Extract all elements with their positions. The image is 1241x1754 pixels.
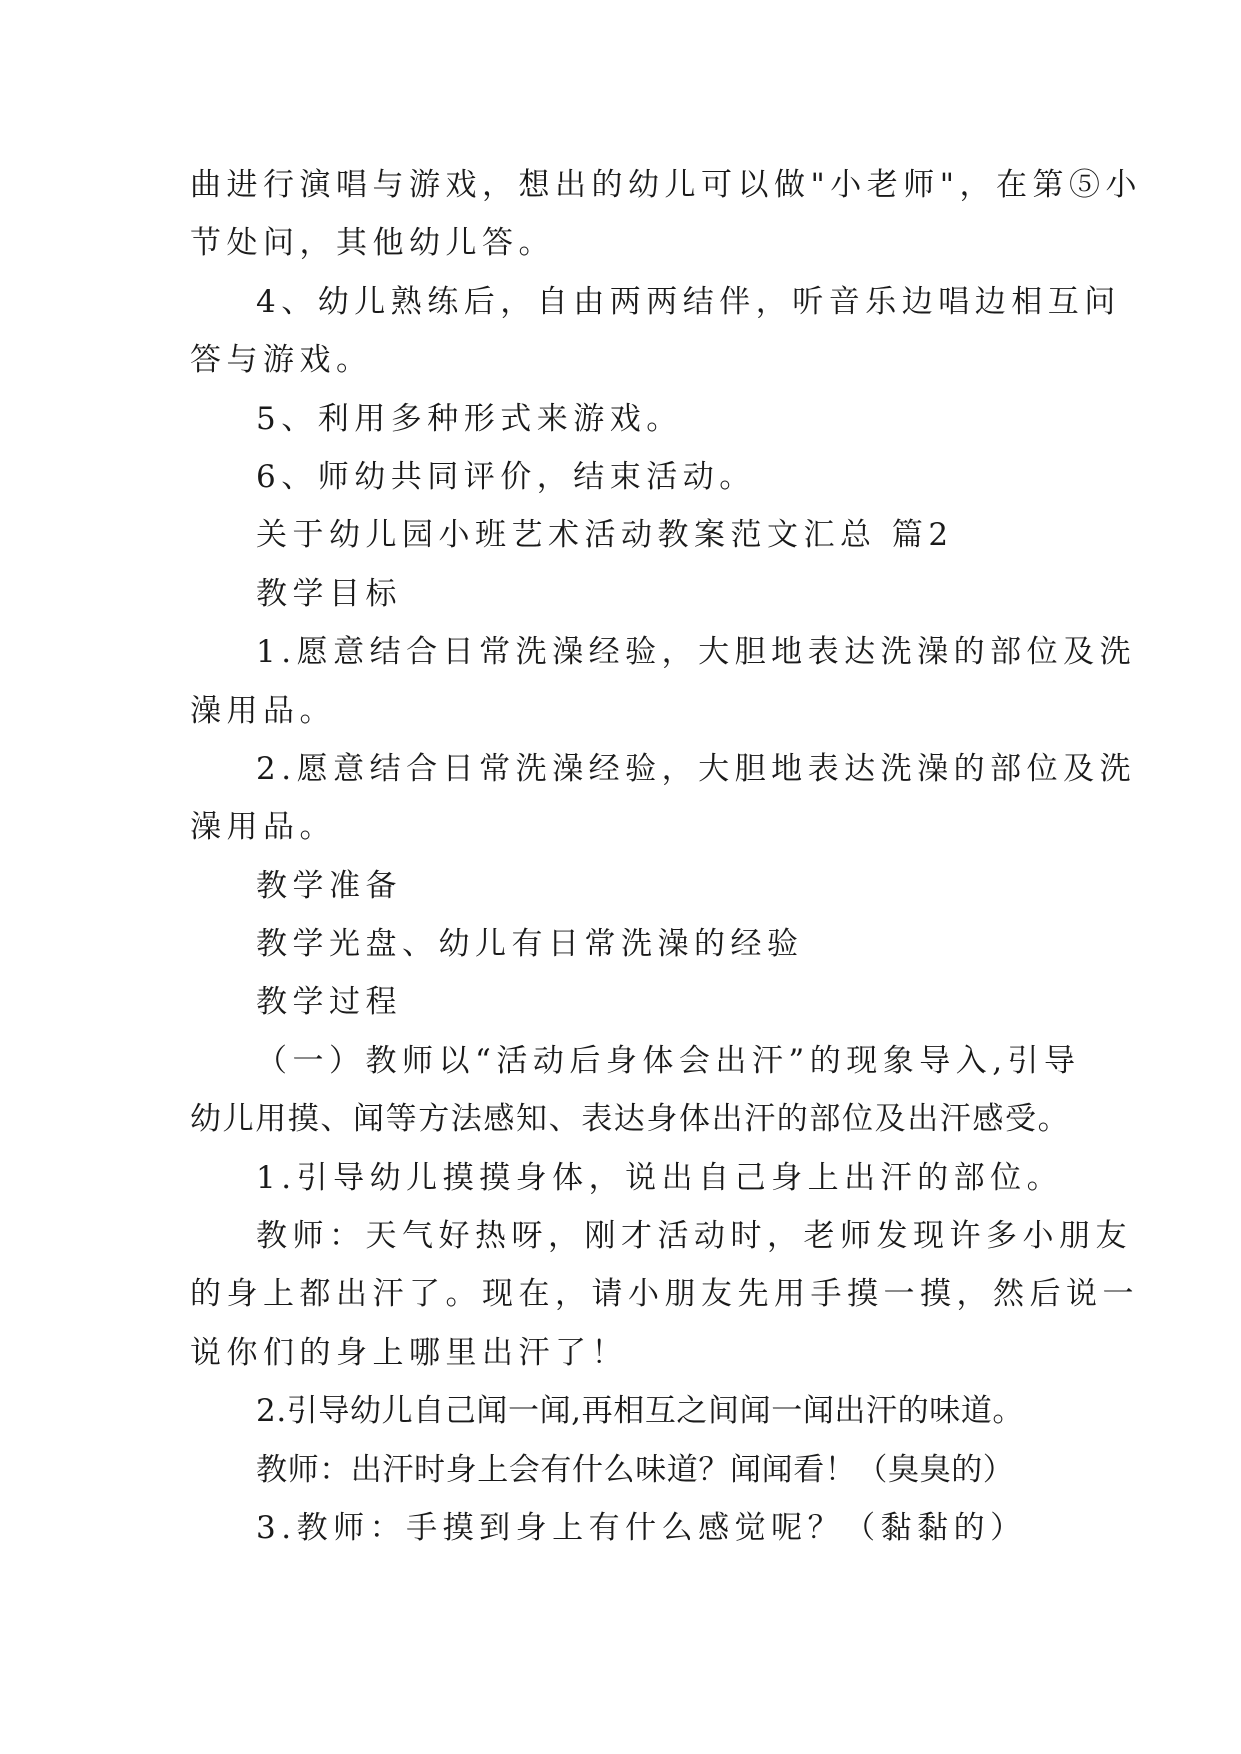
paragraph-line: 教师：天气好热呀，刚才活动时，老师发现许多小朋友 <box>256 1218 1132 1255</box>
subheading-teaching-process: 教学过程 <box>256 984 402 1021</box>
paragraph-line: 1.引导幼儿摸摸身体，说出自己身上出汗的部位。 <box>256 1159 1064 1196</box>
paragraph-line: 4、幼儿熟练后，自由两两结伴，听音乐边唱边相互问 <box>256 283 1121 320</box>
paragraph-line: 教师：出汗时身上会有什么味道？闻闻看！（臭臭的） <box>256 1451 1015 1488</box>
paragraph-line: 说你们的身上哪里出汗了！ <box>190 1334 628 1371</box>
paragraph-line: 节处问，其他幼儿答。 <box>190 225 555 262</box>
paragraph-line: 1.愿意结合日常洗澡经验，大胆地表达洗澡的部位及洗 <box>256 634 1137 671</box>
paragraph-line: 3.教师：手摸到身上有什么感觉呢？（黏黏的） <box>256 1509 1027 1546</box>
paragraph-line: （一）教师以“活动后身体会出汗”的现象导入,引导 <box>256 1042 1081 1079</box>
document-body <box>190 156 1143 1557</box>
paragraph-line: 2.引导幼儿自己闻一闻,再相互之间闻一闻出汗的味道。 <box>256 1393 1025 1430</box>
subheading-teaching-goals: 教学目标 <box>256 575 402 612</box>
paragraph-line: 5、利用多种形式来游戏。 <box>256 400 683 437</box>
paragraph-line: 6、师幼共同评价，结束活动。 <box>256 458 756 495</box>
section-heading: 关于幼儿园小班艺术活动教案范文汇总 篇2 <box>256 517 954 554</box>
paragraph-line: 答与游戏。 <box>190 342 373 379</box>
paragraph-line: 曲进行演唱与游戏，想出的幼儿可以做"小老师"，在第⑤小 <box>190 167 1143 203</box>
subheading-teaching-preparation: 教学准备 <box>256 867 402 904</box>
paragraph-line: 澡用品。 <box>190 809 336 846</box>
paragraph-line: 2.愿意结合日常洗澡经验，大胆地表达洗澡的部位及洗 <box>256 750 1137 787</box>
paragraph-line: 澡用品。 <box>190 692 336 729</box>
paragraph-line: 教学光盘、幼儿有日常洗澡的经验 <box>256 926 804 963</box>
paragraph-line: 的身上都出汗了。现在，请小朋友先用手摸一摸，然后说一 <box>190 1276 1139 1313</box>
paragraph-line: 幼儿用摸、闻等方法感知、表达身体出汗的部位及出汗感受。 <box>190 1101 1071 1138</box>
